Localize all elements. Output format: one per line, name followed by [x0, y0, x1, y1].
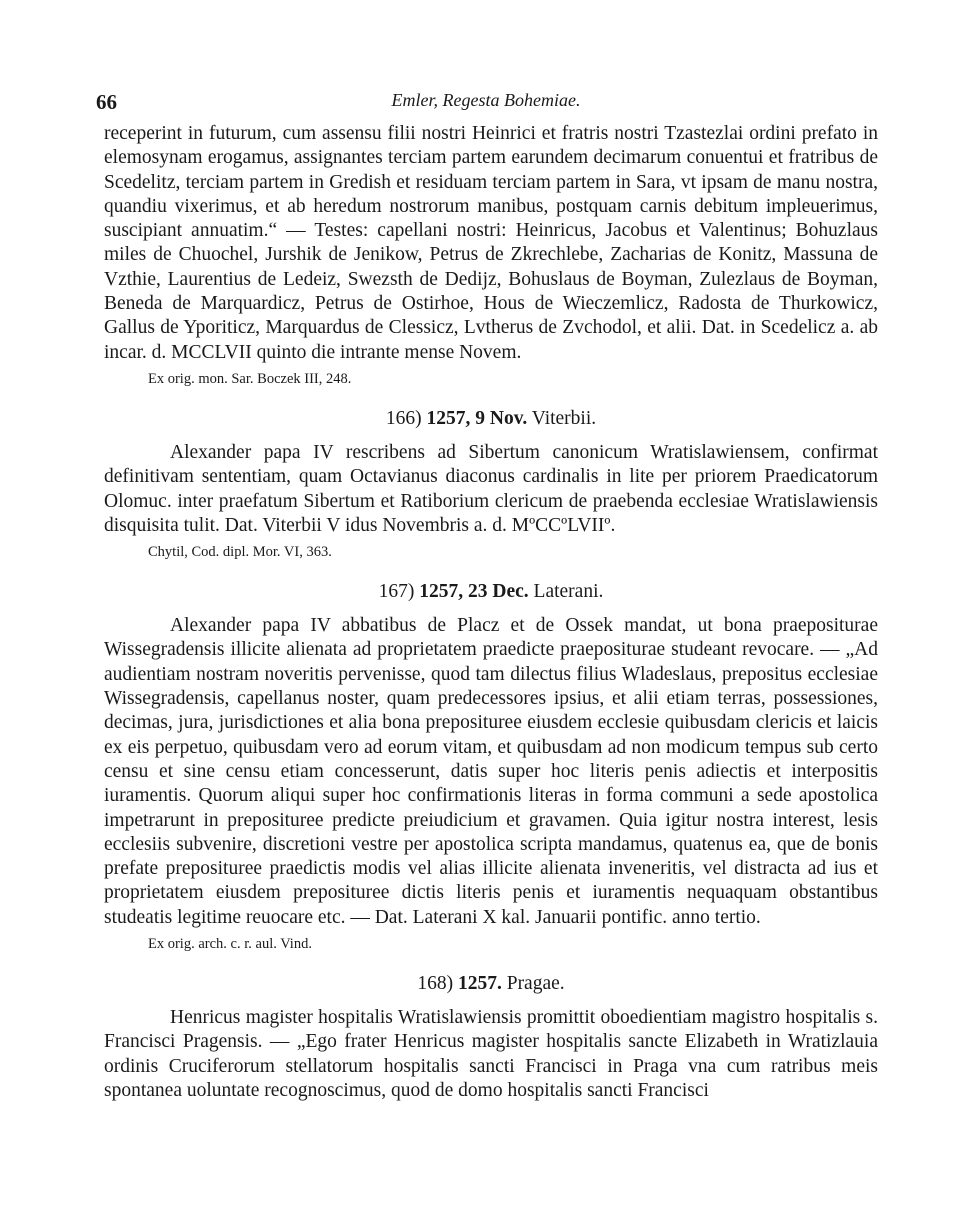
entry-text-167: Alexander papa IV abbatibus de Placz et de Ossek mandat, ut bona praepositurae Wissegradensis illicite alienata ad proprietatem praedicte praepositurae studeant revocare. — „Ad audientiam nostram noveritis pervenisse, quod tam dilectus filius Wladeslaus, prepositus ecclesiae Wissegradensis, capellanus noster, quam predecessores ipsius, et alii etiam terras, possessiones, decimas, jura, jurisdictiones et alia bona preposituree eiusdem ecclesie quibusdam clericis et laicis ex eis perpetuo, quibusdam vero ad eorum vitam, et quibusdam ad non modicum tempus sub certo censu et sine censu etiam concesserunt, datis super hoc literis penis adiectis et interpositis iuramentis. Quorum aliqui super hoc confirmationis literas in forma communi a sede apostolica impetrarunt in preposituree predicte preiudicium et gravamen. Quia igitur nostra interest, lesis ecclesiis subvenire, discretioni vestre per apostolica scripta mandamus, quatenus ea, que de bonis prefate preposituree praedictis modis vel alias illicite alienata inveneritis, vel distracta ad ius et proprietatem eiusdem preposituree dictis literis penis et iuramentis nequaquam obstantibus studeatis legitime reuocare etc. — Dat. Laterani X kal. Januarii pontific. anno tertio. [104, 615, 878, 928]
entry-date: 1257, 9 Nov. [426, 407, 528, 429]
entry-number: 167) [378, 581, 415, 603]
entry-number: 168) [417, 973, 454, 995]
entry-heading-168 [104, 972, 878, 996]
running-title: Emler, Regesta Bohemiae. [391, 90, 581, 110]
page-header [96, 86, 876, 116]
page-body [104, 122, 878, 1103]
entry-place: Laterani. [533, 581, 604, 603]
entry-text-166: Alexander papa IV rescribens ad Sibertum canonicum Wratislawiensem, confirmat definitivam sententiam, quam Octavianus diaconus cardinalis in lite per priorem Praedicatorum Olomuc. inter praefatum Sibertum et Ratiborium clericum de praebenda ecclesiae Wratislawiensis disquisita tulit. Dat. Viterbii V idus Novembris a. d. MºCCºLVIIº. [104, 441, 878, 536]
entry-place: Viterbii. [531, 407, 597, 429]
source-citation: Ex orig. mon. Sar. Boczek III, 248. [148, 370, 352, 387]
continued-paragraph: receperint in futurum, cum assensu filii nostri Heinrici et fratris nostri Tzastezlai ordini prefato in elemosynam erogamus, assignantes terciam partem earundem decimarum conuentui et fratribus de Scedelitz, terciam partem in Gredish et residuam terciam partem in Sara, vt ipsam de manu nostra, quandiu vixerimus, et ab heredum nostrorum manibus, postquam carnis debitum impleuerimus, suscipiant annuatim.“ — Testes: capellani nostri: Heinricus, Jacobus et Valentinus; Bohuzlaus miles de Chuochel, Jurshik de Jenikow, Petrus de Zkrechlebe, Zacharias de Konitz, Massuna de Vzthie, Laurentius de Ledeiz, Swezsth de Dedijz, Bohuslaus de Boyman, Zulezlaus de Boyman, Beneda de Marquardicz, Petrus de Ostirhoe, Hous de Wieczemlicz, Radosta de Thurkowicz, Gallus de Yporiticz, Marquardus de Clessicz, Lvtherus de Zvchodol, et alii. Dat. in Scedelicz a. ab incar. d. MCCLVII quinto die intrante mense Novem. [104, 123, 878, 363]
entry-place: Pragae. [506, 973, 565, 995]
entry-heading-166 [104, 407, 878, 431]
entry-date: 1257, 23 Dec. [419, 581, 529, 603]
source-citation-166: Chytil, Cod. dipl. Mor. VI, 363. [148, 544, 332, 561]
entry-heading-167 [104, 580, 878, 604]
page-number: 66 [96, 90, 117, 114]
source-citation-167: Ex orig. arch. c. r. aul. Vind. [148, 936, 312, 953]
entry-text-168: Henricus magister hospitalis Wratislawiensis promittit oboedientiam magistro hospitalis s. Francisci Pragensis. — „Ego frater Henricus magister hospitalis sancte Elizabeth in Wratizlauia ordinis Cruciferorum stellatorum hospitalis sancti Francisci in Praga vna cum ratribus meis spontanea uoluntate recognoscimus, quod de domo hospitalis sancti Francisci [104, 1007, 878, 1101]
entry-date: 1257. [457, 973, 502, 995]
entry-number: 166) [385, 407, 422, 429]
